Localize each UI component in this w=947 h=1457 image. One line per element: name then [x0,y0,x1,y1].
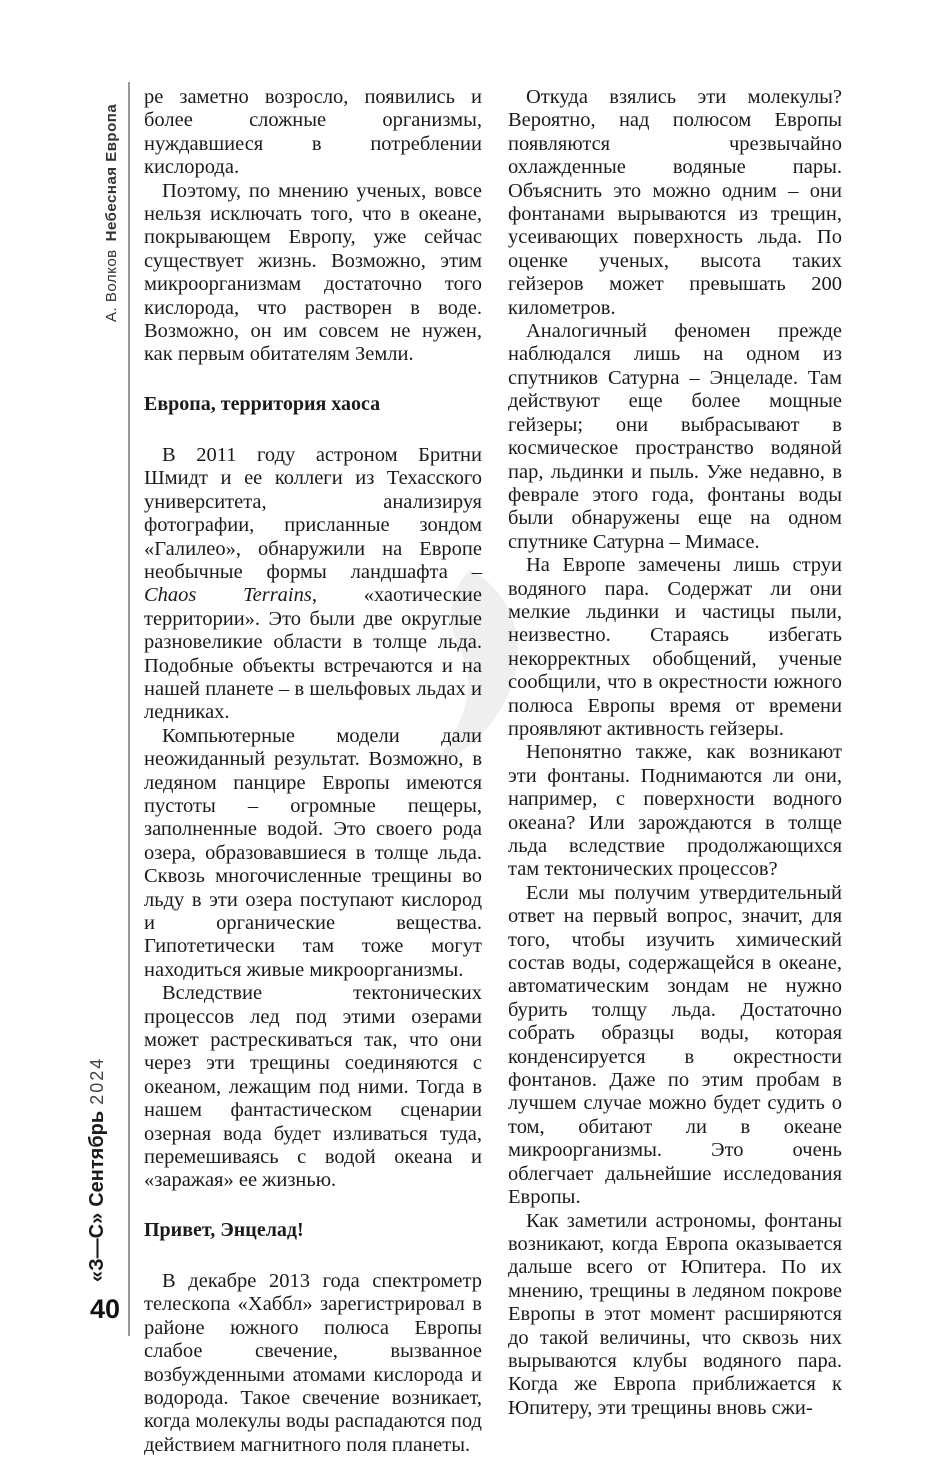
running-footer [86,1057,109,1282]
paragraph: ре заметно возросло, появились и более сложные организмы, нуждавшиеся в потреблении кислорода. [144,86,482,179]
paragraph [144,444,482,725]
paragraph: Поэтому, по мнению ученых, вовсе нельзя исключать того, что в океане, покрывающем Европу, уже сейчас существует жизнь. Возможно, этим микроорганизмам достаточно того кислорода, что растворен в воде. Возможно, он им совсем не нужен, как первым обитателям Земли. [144,179,482,366]
paragraph-text: , «хаотические территории». Это были две округлые разновеликие области в толще льда. Подобные объекты встречаются и на нашей планете – в шельфовых льдах и ледниках. [144,584,482,724]
paragraph: Если мы получим утвердительный ответ на первый вопрос, значит, для того, чтобы изучить химический состав воды, содержащейся в океане, автоматическим зондам не нужно бурить толщу льда. Достаточно собрать образцы воды, которая конденсируется в окрестности фонтанов. Даже по этим пробам в лучшем случае можно будет судить о том, обитают ли в океане микроорганизмы. Это очень облегчает дальнейшие исследования Европы. [508,881,842,1209]
paragraph: Компьютерные модели дали неожиданный результат. Возможно, в ледяном панцире Европы имеются пустоты – огромные пещеры, заполненные водой. Это своего рода озера, образовавшиеся в толще льда. Сквозь многочисленные трещины во льду в эти озера поступают кислород и органические вещества. Гипотетически там тоже могут находиться живые микроорганизмы. [144,724,482,981]
right-column [508,86,842,1420]
paragraph: Откуда взялись эти молекулы? Вероятно, над полюсом Европы появляются чрезвычайно охлажденные водяные пары. Объяснить это можно одним – они фонтанами вырываются из трещин, усеивающих поверхность льда. По оценке ученых, высота таких гейзеров может превышать 200 километров. [508,86,842,319]
running-header [103,104,120,322]
issue-year: 2024 [87,1056,107,1105]
section-heading: Привет, Энцелад! [144,1218,304,1241]
paragraph: Как заметили астрономы, фонтаны возникают, когда Европа оказывается дальше всего от Юпитера. По их мнению, трещины в ледяном покрове Европы в этот момент расширяются до такой величины, что сквозь них вырываются клубы водяного пара. Когда же Европа приближается к Юпитеру, эти трещины вновь сжи- [508,1209,842,1419]
paragraph: В декабре 2013 года спектрометр телескопа «Хаббл» зарегистрировал в районе южного полюса Европы слабое свечение, вызванное возбужденными атомами кислорода и водорода. Такое свечение возникает, когда молекулы воды распадаются под действием магнитного поля планеты. [144,1269,482,1456]
magazine-name: «З—С» [86,1212,108,1282]
page-number: 40 [90,1294,121,1324]
left-column [144,86,482,1457]
issue-month: Сентябрь [86,1110,108,1207]
paragraph: Вследствие тектонических процессов лед под этими озерами может растрескиваться так, что они через эти трещины соединяются с океаном, лежащим под ними. Тогда в нашем фантастическом сценарии озерная вода будет изливаться туда, перемешиваясь с водой океана и «заражая» ее жизнью. [144,982,482,1192]
author-name: А. Волков [103,249,120,322]
paragraph: Аналогичный феномен прежде наблюдался лишь на одном из спутников Сатурна – Энцеладе. Там действуют еще более мощные гейзеры; они выбрасывают в космическое пространство водяной пар, льдинки и пыль. Уже недавно, в феврале этого года, фонтаны воды были обнаружены еще на одном спутнике Сатурна – Мимасе. [508,320,842,553]
article-title: Небесная Европа [103,103,120,242]
section-heading: Европа, территория хаоса [144,392,381,415]
paragraph: Непонятно также, как возникают эти фонтаны. Поднимаются ли они, например, с поверхности водного океана? Или зарождаются в толще льда вследствие продолжающихся там тектонических процессов? [508,741,842,881]
italic-term: Chaos Terrains [144,584,312,607]
margin-rule [128,82,130,1336]
paragraph: На Европе замечены лишь струи водяного пара. Содержат ли они мелкие льдинки и частицы пыли, неизвестно. Стараясь избегать некорректных обобщений, ученые сообщили, что в окрестности южного полюса Европы время от времени проявляют активность гейзеры. [508,554,842,740]
paragraph-text: В 2011 году астроном Бритни Шмидт и ее коллеги из Техасского университета, анализируя фотографии, присланные зондом «Галилео», обнаружили на Европе необычные формы ландшафта – [144,443,482,583]
